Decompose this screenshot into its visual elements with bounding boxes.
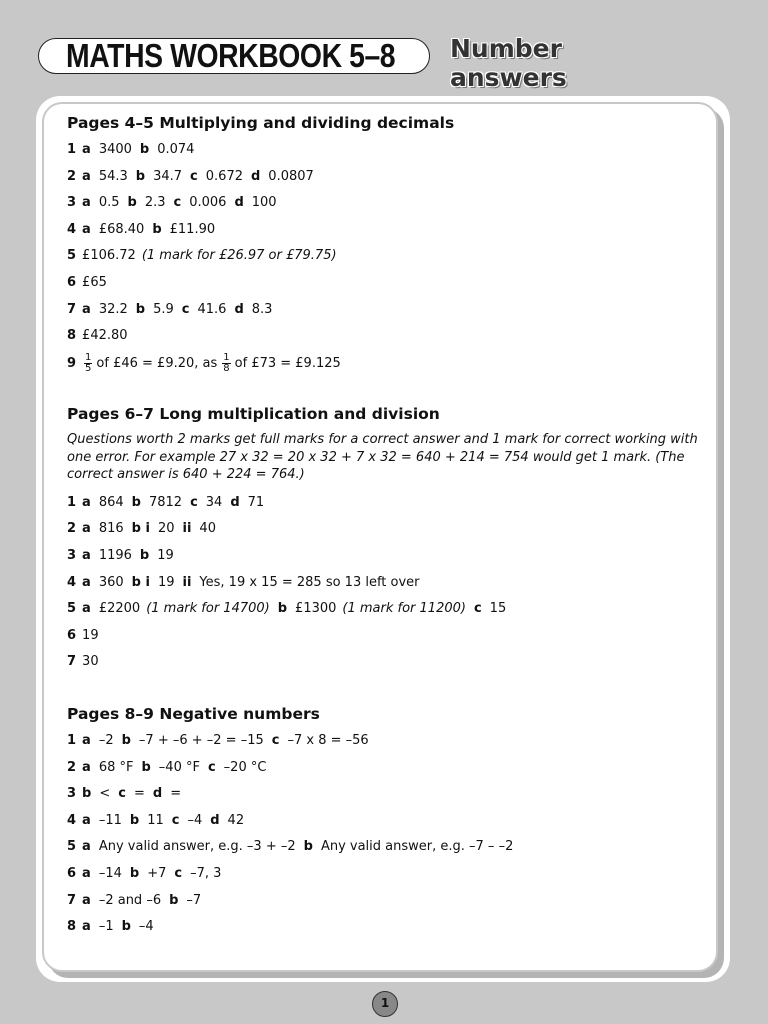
part-label: c <box>271 733 280 748</box>
part-label: c <box>173 195 182 211</box>
fraction-denominator: 5 <box>85 362 92 374</box>
part-label: a <box>82 601 91 617</box>
part-label: d <box>152 786 163 802</box>
answer-text: Yes, 19 x 15 = 285 so 13 left over <box>199 574 420 590</box>
part-label: b <box>129 812 140 828</box>
question-number: 4 <box>67 574 77 590</box>
question-number: 7 <box>67 892 77 908</box>
answer-text: 816 <box>98 521 124 537</box>
question-number: 2 <box>67 168 77 184</box>
question-number: 1 <box>67 733 77 748</box>
question-number: 7 <box>67 301 77 317</box>
answer-text: –2 and –6 <box>98 892 162 908</box>
answer-text: 68 °F <box>98 759 134 775</box>
answer-text: 40 <box>199 521 216 537</box>
question-number: 6 <box>67 274 77 290</box>
question-number: 5 <box>67 248 77 264</box>
answer-text: 0.672 <box>205 168 243 184</box>
answer-row <box>67 599 697 626</box>
answer-text: 19 <box>82 627 99 643</box>
part-label: d <box>210 812 220 828</box>
question-number: 5 <box>67 601 77 617</box>
question-number: 2 <box>67 759 77 775</box>
answer-row <box>67 864 697 891</box>
fraction-denominator: 8 <box>223 362 230 374</box>
answer-row <box>67 246 697 273</box>
mark-note: (1 mark for 14700) <box>146 601 270 617</box>
part-label: c <box>181 301 190 317</box>
answer-row <box>67 519 697 546</box>
part-label: c <box>190 494 198 510</box>
answer-row <box>67 731 697 758</box>
answer-text: –11 <box>98 812 122 828</box>
answer-text: –1 <box>98 919 114 935</box>
part-label: c <box>171 812 180 828</box>
part-label: d <box>234 195 244 211</box>
fraction <box>84 353 92 374</box>
question-number: 3 <box>67 786 77 802</box>
answer-text: 0.006 <box>189 195 227 211</box>
answer-text: £65 <box>82 274 107 290</box>
question-number: 4 <box>67 812 77 828</box>
answer-text: 34 <box>205 494 223 510</box>
answer-text: 1196 <box>98 548 132 564</box>
mark-note: (1 mark for 11200) <box>342 601 466 617</box>
part-label: b <box>139 548 150 564</box>
part-label: b <box>139 142 150 157</box>
part-label: d <box>230 494 240 510</box>
part-label: c <box>118 786 126 802</box>
answer-row <box>67 353 697 380</box>
answer-text: 42 <box>227 812 245 828</box>
part-label: a <box>82 548 91 564</box>
part-label: b i <box>131 574 150 590</box>
part-label: b <box>127 195 137 211</box>
fraction <box>222 353 230 374</box>
section-heading: Pages 8–9 Negative numbers <box>67 705 320 723</box>
part-label: a <box>82 494 91 510</box>
answer-text: 32.2 <box>98 301 128 317</box>
answer-text: –40 °F <box>158 759 200 775</box>
part-label: c <box>473 601 482 617</box>
part-label: b <box>169 892 179 908</box>
answer-text: 71 <box>247 494 265 510</box>
answer-text: –4 <box>138 919 154 935</box>
part-label: b <box>131 494 141 510</box>
answer-text: –7 x 8 = –56 <box>287 733 369 748</box>
answer-row <box>67 193 697 220</box>
part-label: b <box>121 919 131 935</box>
part-label: a <box>82 221 91 237</box>
answer-text: 864 <box>98 494 124 510</box>
answer-text: < <box>99 786 111 802</box>
part-label: d <box>250 168 261 184</box>
part-label: a <box>82 839 91 855</box>
answer-row <box>67 493 697 520</box>
answer-row <box>67 273 697 300</box>
answer-text: £11.90 <box>169 221 216 237</box>
answer-text: –14 <box>98 865 122 881</box>
answer-text: 360 <box>98 574 124 590</box>
answer-row <box>67 917 697 944</box>
answer-row <box>67 546 697 573</box>
answer-text: 30 <box>82 654 99 670</box>
answer-row <box>67 573 697 600</box>
page-number-badge: 1 <box>372 991 398 1017</box>
part-label: a <box>82 733 91 748</box>
fraction-numerator: 1 <box>223 351 230 363</box>
question-number: 7 <box>67 654 77 670</box>
answer-text: = <box>133 786 145 802</box>
part-label: d <box>234 301 244 317</box>
answer-text: £42.80 <box>82 328 128 344</box>
answer-section <box>67 112 697 379</box>
answer-row <box>67 837 697 864</box>
part-label: c <box>190 168 198 184</box>
answer-text: 0.074 <box>157 142 195 157</box>
answer-row <box>67 140 697 167</box>
answer-row <box>67 300 697 327</box>
question-number: 6 <box>67 865 77 881</box>
answer-text: 3400 <box>98 142 132 157</box>
question-number: 5 <box>67 839 77 855</box>
part-label: b <box>152 221 162 237</box>
part-label: a <box>82 168 91 184</box>
part-label: a <box>82 142 91 157</box>
part-label: b <box>129 865 140 881</box>
workbook-title: MATHS WORKBOOK 5–8 <box>66 37 396 74</box>
answer-text: of £73 = £9.125 <box>234 355 341 371</box>
part-label: a <box>82 812 91 828</box>
part-label: b i <box>131 521 150 537</box>
answer-text: 5.9 <box>153 301 174 317</box>
question-number: 1 <box>67 142 77 157</box>
topic-title-line-1: Number <box>450 34 562 63</box>
part-label: b <box>82 786 92 802</box>
answer-text: £2200 <box>98 601 141 617</box>
answer-text: +7 <box>147 865 167 881</box>
answer-row <box>67 220 697 247</box>
answer-row <box>67 652 697 679</box>
part-label: a <box>82 574 91 590</box>
answer-row <box>67 811 697 838</box>
answer-section <box>67 679 697 944</box>
answer-text: –20 °C <box>223 759 267 775</box>
answer-text: 34.7 <box>153 168 183 184</box>
answer-section <box>67 379 697 679</box>
answer-text: = <box>170 786 182 802</box>
part-label: b <box>135 301 146 317</box>
section-note: Questions worth 2 marks get full marks for a correct answer and 1 mark for correct working with one error. For example 27 x 32 = 20 x 32 + 7 x 32 = 640 + 214 = 754 would get 1 mark. (The correct answer is 640 + 224 = 764.) <box>67 432 698 483</box>
answer-text: 19 <box>157 548 174 564</box>
part-label: a <box>82 301 91 317</box>
part-label: a <box>82 919 91 935</box>
question-number: 4 <box>67 221 77 237</box>
answer-text: 8.3 <box>251 301 273 317</box>
answer-text: –7 <box>186 892 202 908</box>
answer-text: £106.72 <box>82 248 136 264</box>
question-number: 2 <box>67 521 77 537</box>
part-label: a <box>82 521 91 537</box>
section-heading: Pages 6–7 Long multiplication and division <box>67 405 440 424</box>
answer-row <box>67 326 697 353</box>
answer-row <box>67 167 697 194</box>
answer-text: of £46 = £9.20, as <box>96 355 218 371</box>
answer-text: Any valid answer, e.g. –7 – –2 <box>320 839 514 855</box>
part-label: b <box>303 839 313 855</box>
answer-row <box>67 758 697 785</box>
answer-row <box>67 784 697 811</box>
answer-text: 20 <box>157 521 175 537</box>
part-label: a <box>82 865 91 881</box>
part-label: ii <box>182 521 192 537</box>
answer-text: –7, 3 <box>190 865 222 881</box>
part-label: b <box>135 168 146 184</box>
section-heading: Pages 4–5 Multiplying and dividing decimals <box>67 114 455 132</box>
answer-text: 11 <box>147 812 164 828</box>
answer-text: 41.6 <box>197 301 227 317</box>
question-number: 3 <box>67 548 77 564</box>
question-number: 8 <box>67 919 77 935</box>
topic-title <box>450 34 567 92</box>
fraction-numerator: 1 <box>85 351 92 363</box>
part-label: b <box>121 733 131 748</box>
part-label: c <box>174 865 183 881</box>
answer-text: –7 + –6 + –2 = –15 <box>138 733 264 748</box>
topic-title-line-2: answers <box>450 63 567 92</box>
answer-text: 19 <box>157 574 175 590</box>
answer-text: 100 <box>251 195 277 211</box>
answer-row <box>67 891 697 918</box>
question-number: 9 <box>67 355 77 371</box>
part-label: a <box>82 195 91 211</box>
answer-text: 0.0807 <box>268 168 314 184</box>
part-label: b <box>277 601 288 617</box>
answer-text: Any valid answer, e.g. –3 + –2 <box>98 839 296 855</box>
part-label: ii <box>182 574 192 590</box>
question-number: 6 <box>67 627 77 643</box>
part-label: b <box>141 759 151 775</box>
part-label: a <box>82 892 91 908</box>
answer-text: £68.40 <box>98 221 145 237</box>
answer-text: £1300 <box>295 601 337 617</box>
answer-text: –4 <box>187 812 203 828</box>
question-number: 3 <box>67 195 77 211</box>
part-label: c <box>207 759 216 775</box>
mark-note: (1 mark for £26.97 or £79.75) <box>141 248 337 264</box>
part-label: a <box>82 759 91 775</box>
answer-content <box>67 112 697 944</box>
answer-text: 15 <box>489 601 507 617</box>
question-number: 8 <box>67 328 77 344</box>
answer-text: –2 <box>98 733 114 748</box>
answer-text: 54.3 <box>98 168 128 184</box>
answer-text: 2.3 <box>144 195 166 211</box>
answer-text: 7812 <box>148 494 183 510</box>
answer-row <box>67 626 697 653</box>
question-number: 1 <box>67 494 77 510</box>
answer-text: 0.5 <box>98 195 120 211</box>
